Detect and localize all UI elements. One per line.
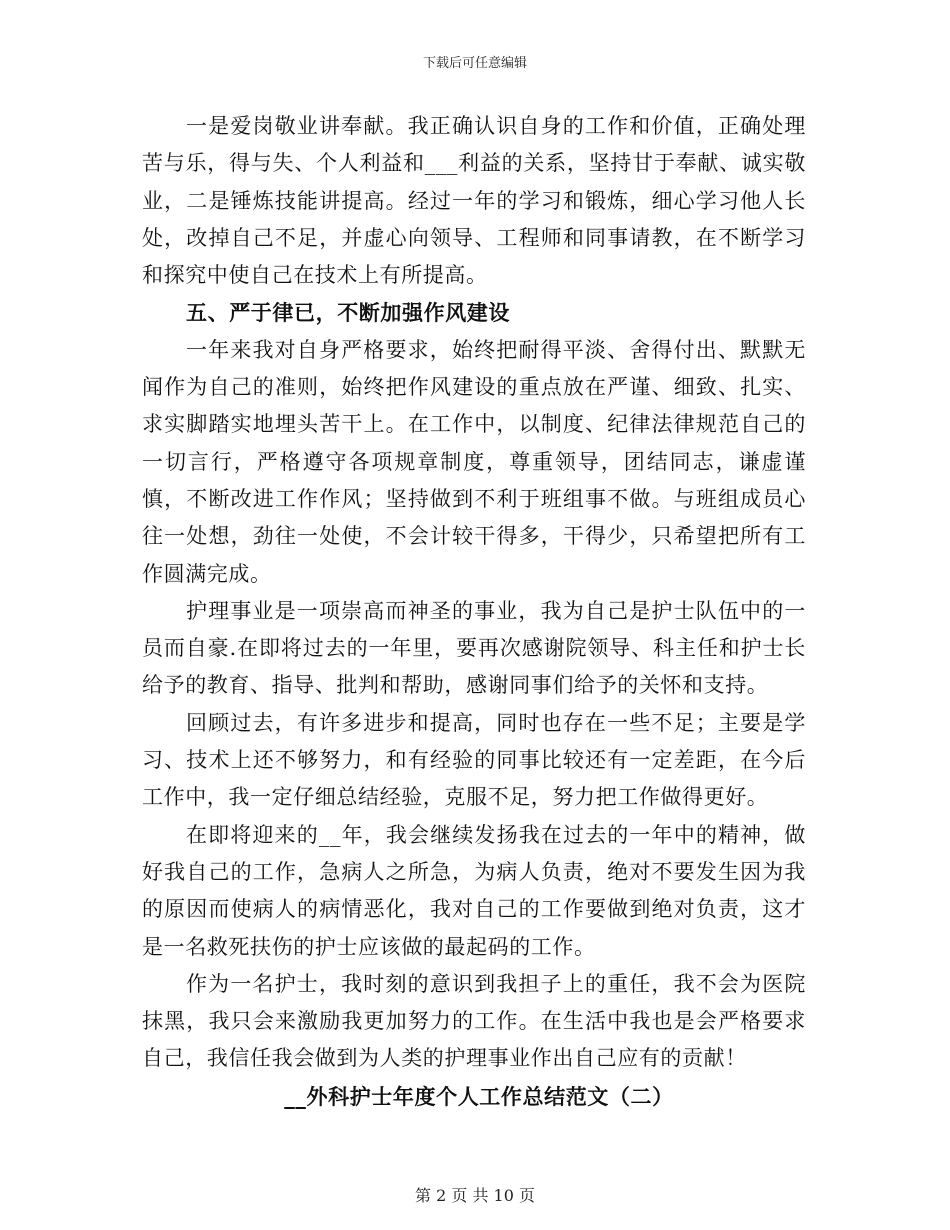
paragraph-dedication: 一是爱岗敬业讲奉献。我正确认识自身的工作和价值，正确处理苦与乐，得与失、个人利益和___利益的关系，坚持甘于奉献、诚实敬业，二是锤炼技能讲提高。经过一年的学习和锻炼，细心学习他人长处，改掉自己不足，并虚心向领导、工程师和同事请教，在不断学习和探究中使自己在技术上有所提高。 <box>142 114 806 288</box>
paragraph-self-discipline: 一年来我对自身严格要求，始终把耐得平淡、舍得付出、默默无闻作为自己的准则，始终把作风建设的重点放在严谨、细致、扎实、求实脚踏实地埋头苦干上。在工作中，以制度、纪律法律规范自己的一切言行，严格遵守各项规章制度，尊重领导，团结同志，谦虚谨慎，不断改进工作作风；坚持做到不利于班组事不做。与班组成员心往一处想，劲往一处使，不会计较干得多，干得少，只希望把所有工作圆满完成。 <box>142 337 806 586</box>
document-body <box>142 108 806 1115</box>
paragraph-responsibility: 作为一名护士，我时刻的意识到我担子上的重任，我不会为医院抹黑，我只会来激励我更加努力的工作。在生活中我也是会严格要求自己，我信任我会做到为人类的护理事业作出自己应有的贡献！ <box>142 971 806 1071</box>
page-footer: 第 2 页 共 10 页 <box>415 1186 535 1205</box>
paragraph-nursing-career: 护理事业是一项崇高而神圣的事业，我为自己是护士队伍中的一员而自豪.在即将过去的一年里，要再次感谢院领导、科主任和护士长给予的教育、指导、批判和帮助，感谢同事们给予的关怀和支持。 <box>142 598 806 698</box>
paragraph-coming-year: 在即将迎来的__年，我会继续发扬我在过去的一年中的精神，做好我自己的工作，急病人之所急，为病人负责，绝对不要发生因为我的原因而使病人的病情恶化，我对自己的工作要做到绝对负责，这才是一名救死扶伤的护士应该做的最起码的工作。 <box>142 822 806 959</box>
page-header: 下载后可任意编辑 <box>422 56 527 71</box>
paragraph-review: 回顾过去，有许多进步和提高，同时也存在一些不足；主要是学习、技术上还不够努力，和有经验的同事比较还有一定差距，在今后工作中，我一定仔细总结经验，克服不足，努力把工作做得更好。 <box>142 710 806 810</box>
document-section-title: __外科护士年度个人工作总结范文（二） <box>284 1083 674 1109</box>
section-heading-five: 五、严于律已，不断加强作风建设 <box>186 300 510 326</box>
